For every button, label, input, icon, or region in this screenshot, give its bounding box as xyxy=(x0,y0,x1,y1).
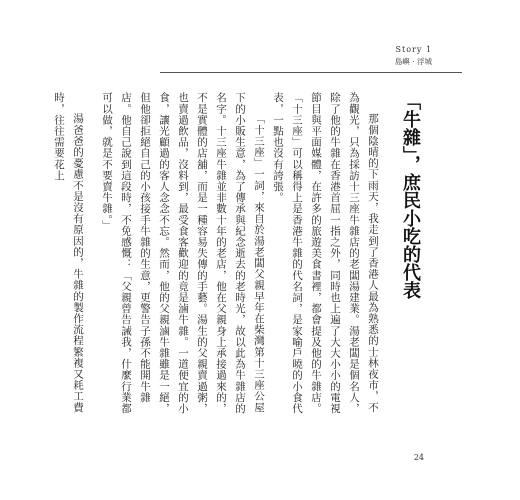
header-rule xyxy=(160,72,462,73)
paragraph-1: 那個陰晴的下雨天，我走到了香港人最為熟悉的士林夜市，不為觀光，只為採訪十三座牛雜店的老闆湯建業。湯老闆是個名人，除了他的牛雜在香港首屈一指之外，同時也上遍了大大小小的電視節目與平面媒體，在許多的旅遊美食書裡，都會提及他的牛雜店。「十三座」可以稱得上是香港牛雜的代名詞，是家喻戶曉的小食代表，一點也沒有誇張。 xyxy=(272,92,379,414)
paragraph-2: 「十三座」一詞，來自於湯老闆父親早年在柴灣第十三座公屋下的小販生意，為了傳承與紀念逝去的老時光，故以此為牛雜店的名字。十三座牛雜並非數十年的老店，他在父親身上承接過來的，不是實體的店舖，而是一種容易失傳的手藝。湯生的父親賣過粥，也賣過飲品，沒料到，最受食客歡迎的竟是滷牛雜。一道便宜的小食，讓光顧過的客人念念不忘。然而，他的父親滷牛雜雖是一絕，但他卻拒絕自己的小孩接手牛雜的生意，更警告子孫不能開牛雜店。他自己說到這段時，不免感慨：「父親曾告誡我，什麼行業都可以做，就是不要賣牛雜。」 xyxy=(101,92,265,414)
vertical-text-block xyxy=(53,92,424,414)
page-number: 24 xyxy=(413,453,424,462)
story-label: Story 1 xyxy=(395,45,432,54)
chapter-subtitle: 島嶼 · 浮城 xyxy=(394,57,432,66)
paragraph-3: 湯爸爸的憂慮不是沒有原因的，牛雜的製作流程繁複又耗工費時，往往需要花上 xyxy=(53,92,84,413)
section-heading: 「牛雜」，庶民小吃的代表 xyxy=(400,92,421,299)
running-header xyxy=(395,44,432,68)
